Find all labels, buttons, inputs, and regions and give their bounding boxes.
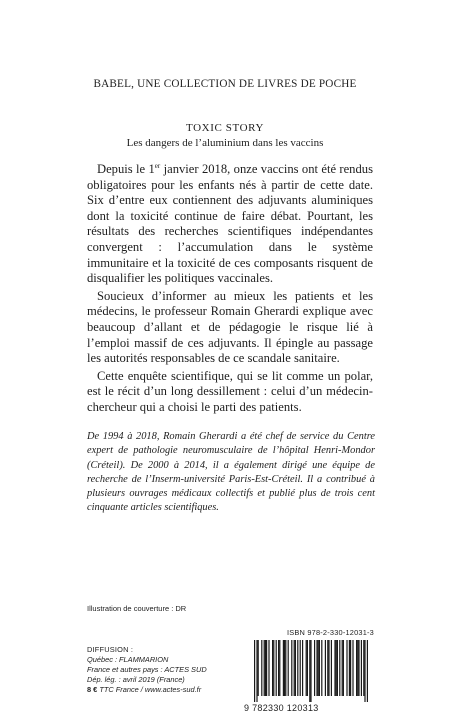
- barcode-bar: [334, 640, 335, 696]
- book-title: TOXIC STORY: [185, 122, 264, 134]
- barcode-bar: [328, 640, 329, 696]
- barcode-bar: [294, 640, 295, 696]
- price: 8 €: [87, 685, 98, 694]
- barcode-bar: [357, 640, 358, 696]
- blurb-paragraph-1: [87, 162, 373, 287]
- distribution-info: [87, 645, 207, 695]
- barcode-bar: [285, 640, 286, 696]
- barcode-bar: [327, 640, 328, 696]
- barcode-bar: [258, 640, 259, 696]
- barcode-bar: [284, 640, 285, 696]
- author-bio: De 1994 à 2018, Romain Gherardi a été chef de service du Centre expert de pathologie neuromusculaire de l’hôpital Henri-Mondor (Créteil). De 2000 à 2014, il a également dirigé une équipe de recherche de l’Inserm-université Paris-Est-Créteil. Il a contribué à plusieurs ouvrages médicaux collectifs et publié plus de trois cent cinquante articles scientifiques.: [87, 431, 375, 514]
- barcode-digits: 9 782330 120313: [244, 703, 319, 713]
- distribution-quebec: Québec : FLAMMARION: [87, 655, 169, 664]
- barcode-bar: [273, 640, 274, 696]
- barcode-bar: [343, 640, 344, 696]
- barcode-bar: [291, 640, 292, 696]
- barcode-bar: [336, 640, 337, 696]
- barcode: [244, 640, 374, 712]
- barcode-bar: [331, 640, 332, 696]
- barcode-bar: [283, 640, 284, 696]
- barcode-bar: [268, 640, 269, 696]
- barcode-bar: [306, 640, 307, 696]
- barcode-bar: [310, 640, 311, 702]
- barcode-bar: [264, 640, 265, 696]
- price-line: [87, 685, 207, 695]
- barcode-bar: [350, 640, 351, 696]
- barcode-bar: [325, 640, 326, 696]
- barcode-bar: [307, 640, 308, 696]
- barcode-bar: [272, 640, 273, 696]
- barcode-bar: [318, 640, 319, 696]
- barcode-bars: [244, 640, 374, 702]
- barcode-bar: [279, 640, 280, 696]
- barcode-bar: [346, 640, 347, 696]
- barcode-bar: [352, 640, 353, 696]
- price-site: TTC France / www.actes-sud.fr: [97, 685, 202, 694]
- barcode-bar: [261, 640, 262, 696]
- barcode-bar: [316, 640, 317, 696]
- blurb-paragraph-2: Soucieux d’informer au mieux les patients et les médecins, le professeur Romain Gherardi explique avec beaucoup d’allant et de pédagogie le risque lié à l’emploi massif de ces adjuvants. Il épingle au passage les autorités responsables de ce scandale sanitaire.: [87, 288, 373, 366]
- distribution-heading: DIFFUSION :: [87, 645, 134, 654]
- barcode-bar: [288, 640, 289, 696]
- blurb-p1-rest: janvier 2018, onze vaccins ont été rendus obligatoires pour les enfants nés à partir de cette date. Six d’entre eux contiennent des adjuvants aluminiques dont la toxicité continue de faire débat. Pourtant, les résultats des recherches scientifiques indépendantes convergent : l’accumulation dans le système immunitaire et la toxicité de ces composants risquent de disqualifier les politiques vaccinales.: [87, 162, 373, 286]
- illustration-credit: Illustration de couverture : DR: [87, 604, 187, 613]
- blurb-paragraph-3: Cette enquête scientifique, qui se lit comme un polar, est le récit d’un long dessillement : celui d’un médecin-chercheur qui a choisi le parti des patients.: [87, 368, 373, 414]
- barcode-bar: [321, 640, 322, 696]
- barcode-bar: [342, 640, 343, 696]
- isbn: ISBN 978-2-330-12031-3: [287, 628, 374, 637]
- barcode-bar: [302, 640, 303, 696]
- blurb: [87, 162, 373, 418]
- barcode-bar: [300, 640, 301, 696]
- barcode-bar: [256, 640, 257, 702]
- barcode-bar: [356, 640, 357, 696]
- collection-name: BABEL, UNE COLLECTION DE LIVRES DE POCHE: [93, 78, 357, 90]
- barcode-bar: [266, 640, 267, 696]
- book-subtitle: Les dangers de l’aluminium dans les vaccins: [126, 137, 324, 149]
- barcode-bar: [278, 640, 279, 696]
- barcode-bar: [339, 640, 340, 696]
- barcode-bar: [276, 640, 277, 696]
- barcode-bar: [265, 640, 266, 696]
- barcode-bar: [309, 640, 310, 702]
- barcode-bar: [337, 640, 338, 696]
- barcode-bar: [297, 640, 298, 696]
- barcode-bar: [254, 640, 255, 702]
- ordinal-superscript: er: [154, 161, 161, 170]
- legal-deposit: Dép. lég. : avril 2019 (France): [87, 675, 185, 684]
- blurb-p1-start: Depuis le 1: [97, 162, 155, 176]
- barcode-bar: [361, 640, 362, 696]
- barcode-bar: [364, 640, 365, 702]
- barcode-bar: [358, 640, 359, 696]
- barcode-bar: [314, 640, 315, 696]
- distribution-france: France et autres pays : ACTES SUD: [87, 665, 207, 674]
- barcode-bar: [319, 640, 320, 696]
- barcode-bar: [295, 640, 296, 696]
- barcode-bar: [367, 640, 368, 702]
- barcode-bar: [349, 640, 350, 696]
- barcode-bar: [363, 640, 364, 696]
